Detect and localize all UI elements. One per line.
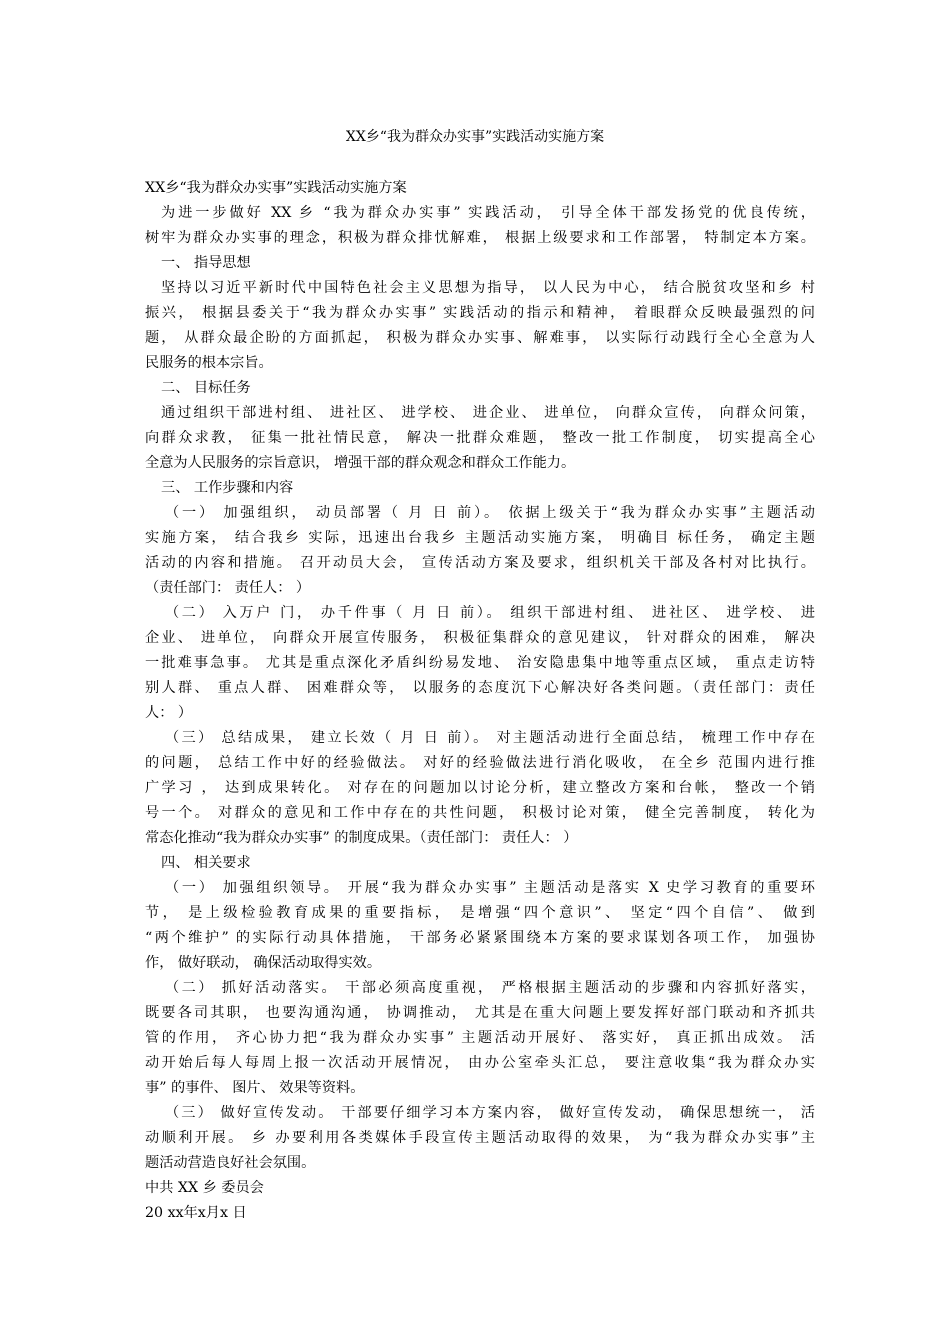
body-line: （三） 做好宣传发动。 干部要仔细学习本方案内容， 做好宣传发动， 确保思想统一， 活 [165,1105,815,1121]
body-line: 题， 从群众最企盼的方面抓起， 积极为群众办实事、解难事， 以实际行动践行全心全意为人 [145,330,815,346]
body-line: 为进一步做好 XX 乡 “我为群众办实事” 实践活动， 引导全体干部发扬党的优良传统， [161,205,815,221]
body-line: 企业、 进单位， 向群众开展宣传服务， 积极征集群众的意见建议， 针对群众的困难， 解决 [145,630,815,646]
body-line: 作， 做好联动， 确保活动取得实效。 [145,955,382,971]
body-line: 树牢为群众办实事的理念，积极为群众排忧解难， 根据上级要求和工作部署， 特制定本方案。 [145,230,815,246]
body-line: 事” 的事件、 图片、 效果等资料。 [145,1080,365,1096]
signature-org: 中共 XX 乡 委员会 [145,1180,264,1196]
section-heading: 三、 工作步骤和内容 [161,480,294,496]
body-line: （责任部门： 责任人： ） [145,580,311,596]
section-heading: 一、 指导思想 [161,255,251,271]
body-line: 向群众求教， 征集一批社情民意， 解决一批群众难题， 整改一批工作制度， 切实提高全心 [145,430,815,446]
body-line: 常态化推动“我为群众办实事” 的制度成果。（责任部门： 责任人： ） [145,830,578,846]
body-line: 人： ） [145,705,193,721]
section-heading: 四、 相关要求 [161,855,251,871]
body-line: 通过组织干部进村组、 进社区、 进学校、 进企业、 进单位， 向群众宣传， 向群众问策， [161,405,815,421]
body-line: 动顺利开展。 乡 办要利用各类媒体手段宣传主题活动取得的效果， 为“我为群众办实事”主 [145,1130,815,1146]
body-line: 活动的内容和措施。 召开动员大会， 宣传活动方案及要求，组织机关干部及各村对比执行。 [145,555,815,571]
body-line: 别人群、 重点人群、 困难群众等， 以服务的态度沉下心解决好各类问题。（责任部门：责任 [145,680,815,696]
body-line: 广学习 ， 达到成果转化。 对存在的问题加以讨论分析，建立整改方案和台帐， 整改一个销 [145,780,815,796]
body-line: （二） 入万户 门， 办千件事（ 月 日 前）。 组织干部进村组、 进社区、 进学校、 进 [165,605,815,621]
body-line: 管的作用， 齐心协力把“我为群众办实事” 主题活动开展好、 落实好， 真正抓出成效。 活 [145,1030,815,1046]
body-line: 题活动营造良好社会氛围。 [145,1155,316,1171]
signature-date: 20 xx年x月x 日 [145,1205,247,1221]
body-line: （三） 总结成果， 建立长效（ 月 日 前）。 对主题活动进行全面总结， 梳理工作中存在 [165,730,815,746]
body-line: 坚持以习近平新时代中国特色社会主义思想为指导， 以人民为中心， 结合脱贫攻坚和乡 村 [161,280,815,296]
document-title: XX乡“我为群众办实事”实践活动实施方案 [345,129,605,145]
body-line: 振兴， 根据县委关于“我为群众办实事” 实践活动的指示和精神， 着眼群众反映最强烈的问 [145,305,815,321]
body-line: 民服务的根本宗旨。 [145,355,273,371]
body-line: 节， 是上级检验教育成果的重要指标， 是增强“四个意识”、 坚定“四个自信”、 做到 [145,905,815,921]
body-line: “两个维护” 的实际行动具体措施， 干部务必紧紧围绕本方案的要求谋划各项工作， 加强协 [145,930,815,946]
body-line: 实施方案， 结合我乡 实际，迅速出台我乡 主题活动实施方案， 明确目 标任务， 确定主题 [145,530,815,546]
section-heading: 二、 目标任务 [161,380,251,396]
body-line: 动开始后每人每周上报一次活动开展情况， 由办公室牵头汇总， 要注意收集“我为群众办实 [145,1055,815,1071]
body-line: （二） 抓好活动落实。 干部必须高度重视， 严格根据主题活动的步骤和内容抓好落实， [165,980,815,996]
body-line: 全意为人民服务的宗旨意识， 增强干部的群众观念和群众工作能力。 [145,455,576,471]
body-line: 既要各司其职， 也要沟通沟通， 协调推动， 尤其是在重大问题上要发挥好部门联动和齐抓共 [145,1005,815,1021]
body-line: （一） 加强组织领导。 开展“我为群众办实事” 主题活动是落实 X 史学习教育的重要环 [165,880,815,896]
body-line: 号一个。 对群众的意见和工作中存在的共性问题， 积极讨论对策， 健全完善制度， 转化为 [145,805,815,821]
body-line: （一） 加强组织， 动员部署（ 月 日 前）。 依据上级关于“我为群众办实事”主题活动 [165,505,815,521]
body-line: 一批难事急事。 尤其是重点深化矛盾纠纷易发地、 治安隐患集中地等重点区域， 重点走访特 [145,655,815,671]
subtitle-line: XX乡“我为群众办实事”实践活动实施方案 [145,180,407,196]
body-line: 的问题， 总结工作中好的经验做法。 对好的经验做法进行消化吸收， 在全乡 范围内进行推 [145,755,815,771]
